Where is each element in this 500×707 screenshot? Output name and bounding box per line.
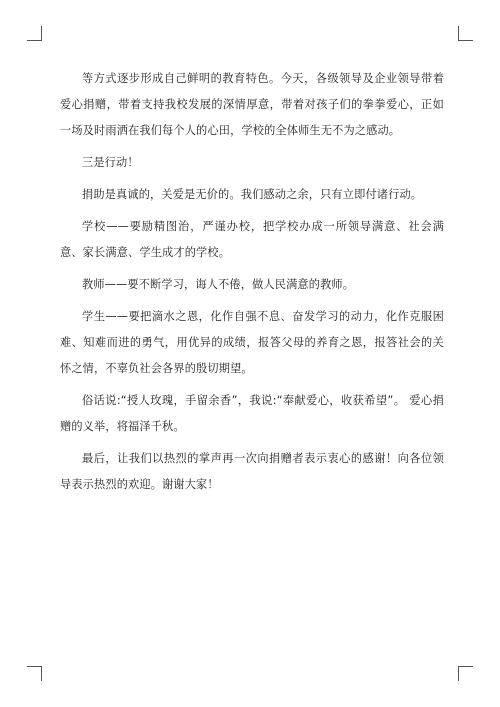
paragraph: 教师——要不断学习，诲人不倦，做人民满意的教师。	[82, 278, 355, 291]
crop-mark-bottom-right	[458, 666, 473, 681]
crop-mark-top-right	[458, 26, 473, 41]
crop-mark-bottom-left	[27, 666, 42, 681]
document-body	[60, 66, 444, 504]
crop-mark-top-left	[27, 26, 42, 41]
paragraph: 等方式逐步形成自己鲜明的教育特色。今天，各级领导及企业领导带着爱心捐赠，带着支持我校发展的深情厚意，带着对孩子们的拳拳爱心，正如一场及时雨洒在我们每个人的心田，学校的全体师生无不为之感动。	[60, 72, 444, 137]
paragraph: 捐助是真诚的，关爱是无价的。我们感动之余，只有立即付诸行动。	[82, 188, 423, 201]
paragraph: 三是行动！	[82, 156, 139, 169]
paragraph: 最后，让我们以热烈的掌声再一次向捐赠者表示衷心的感谢！向各位领导表示热烈的欢迎。谢谢大家！	[60, 452, 444, 491]
paragraph: 俗话说:“授人玫瑰，手留余香”，我说:“奉献爱心，收获希望”。 爱心捐赠的义举，将福泽千秋。	[60, 394, 444, 433]
paragraph: 学校——要励精图治，严谨办校，把学校办成一所领导满意、社会满意、家长满意、学生成才的学校。	[60, 220, 444, 259]
paragraph: 学生——要把滴水之恩，化作自强不息、奋发学习的动力，化作克服困难、知难而进的勇气，用优异的成绩，报答父母的养育之恩，报答社会的关怀之情，不辜负社会各界的殷切期望。	[60, 310, 444, 375]
